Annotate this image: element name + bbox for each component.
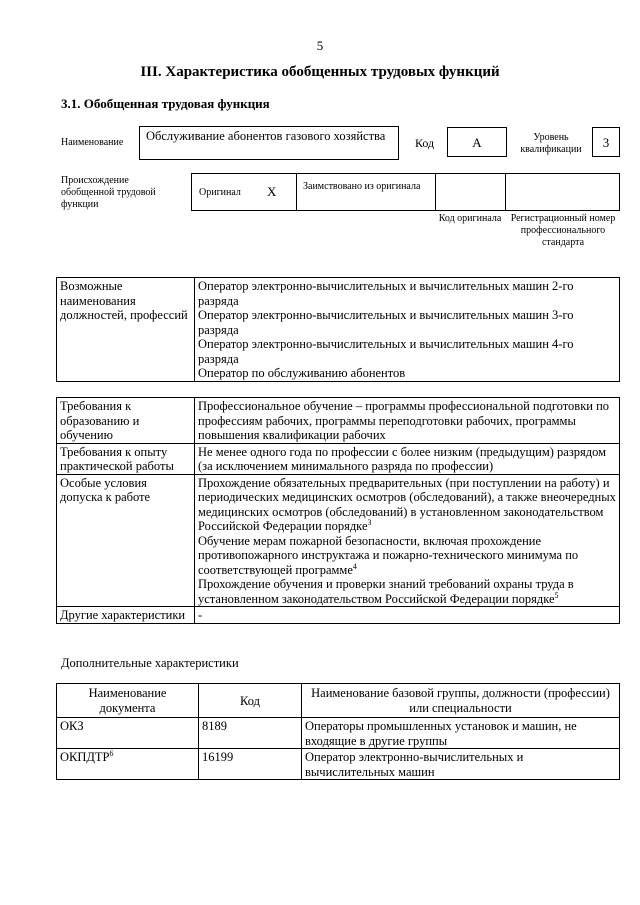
table-row (57, 684, 620, 718)
condition-item (198, 577, 616, 606)
table-row (57, 749, 620, 780)
origin-divider (296, 173, 297, 211)
condition-text: Прохождение обучения и проверки знаний требований охраны труда в установленном законодательством Российской Федерации порядке (198, 577, 574, 606)
borrowed-label: Заимствовано из оригинала (303, 181, 421, 192)
footnote-ref: 6 (109, 748, 114, 758)
code-value-box (447, 127, 507, 157)
name-label: Наименование (61, 137, 124, 148)
table-row (57, 398, 620, 444)
table-row (57, 718, 620, 749)
origin-label: Происхождение обобщенной трудовой функции (61, 175, 156, 210)
page-number: 5 (316, 38, 324, 53)
condition-text: Прохождение обязательных предварительных (при поступлении на работу) и периодических медицинских осмотров (обследований), а также внеочередных медицинских осмотров (обследований) в установленном законодательством Российской Федерации порядке (198, 475, 616, 533)
education-label: Требования к образованию и обучению (57, 398, 195, 444)
level-value-box (592, 127, 620, 157)
condition-item (198, 476, 616, 534)
experience-value: Не менее одного года по профессии с более низким (предыдущим) разрядом (за исключением минимального разряда по профессии) (195, 443, 620, 474)
header-code: Код (199, 684, 302, 718)
header-group-name: Наименование базовой группы, должности (профессии) или специальности (302, 684, 620, 718)
reg-number-caption: Регистрационный номер профессионального стандарта (510, 213, 616, 248)
function-name-value: Обслуживание абонентов газового хозяйства (146, 129, 386, 143)
code-value: A (472, 135, 482, 150)
level-value: 3 (602, 135, 610, 150)
function-name-box (139, 126, 399, 160)
cell-code: 16199 (199, 749, 302, 780)
table-row (57, 278, 620, 382)
position-item: Оператор электронно-вычислительных и вычислительных машин 4-го разряда (198, 337, 574, 366)
origin-divider (505, 173, 506, 211)
cell-code: 8189 (199, 718, 302, 749)
position-item: Оператор по обслуживанию абонентов (198, 366, 406, 380)
education-value: Профессиональное обучение – программы профессиональной подготовки по профессиям рабочих, программы переподготовки рабочих, программы повышения квалификации рабочих (195, 398, 620, 444)
code-original-caption: Код оригинала (438, 213, 502, 224)
table-row (57, 443, 620, 474)
position-item: Оператор электронно-вычислительных и вычислительных машин 3-го разряда (198, 308, 574, 337)
footnote-ref: 3 (367, 517, 372, 527)
footnote-ref: 5 (554, 590, 559, 600)
level-label: Уровень квалификации (520, 132, 582, 155)
footnote-ref: 4 (352, 561, 357, 571)
table-row (57, 474, 620, 607)
cell-document (57, 718, 199, 749)
conditions-label: Особые условия допуска к работе (57, 474, 195, 607)
conditions-list (195, 474, 620, 607)
subsection-title: 3.1. Обобщенная трудовая функция (61, 96, 270, 111)
additional-table (56, 683, 620, 780)
additional-title: Дополнительные характеристики (61, 656, 239, 670)
header-document: Наименование документа (57, 684, 199, 718)
document-name: ОКЗ (60, 719, 84, 733)
origin-divider (435, 173, 436, 211)
original-mark: X (267, 184, 277, 199)
section-title: III. Характеристика обобщенных трудовых функций (140, 64, 500, 80)
original-label: Оригинал (199, 187, 241, 198)
condition-item (198, 534, 616, 578)
positions-list (195, 278, 620, 382)
positions-table (56, 277, 620, 382)
code-label: Код (415, 136, 435, 150)
cell-group-name: Операторы промышленных установок и машин, не входящие в другие группы (302, 718, 620, 749)
experience-label: Требования к опыту практической работы (57, 443, 195, 474)
table-row (57, 607, 620, 624)
requirements-table (56, 397, 620, 624)
condition-text: Обучение мерам пожарной безопасности, включая прохождение противопожарного инструктажа и пожарно-технического минимума по соответствующей программе (198, 533, 579, 577)
other-value: - (195, 607, 620, 624)
other-label: Другие характеристики (57, 607, 195, 624)
cell-document (57, 749, 199, 780)
positions-label: Возможные наименования должностей, профессий (57, 278, 195, 382)
position-item: Оператор электронно-вычислительных и вычислительных машин 2-го разряда (198, 279, 574, 308)
document-name: ОКПДТР (60, 750, 110, 764)
cell-group-name: Оператор электронно-вычислительных и вычислительных машин (302, 749, 620, 780)
